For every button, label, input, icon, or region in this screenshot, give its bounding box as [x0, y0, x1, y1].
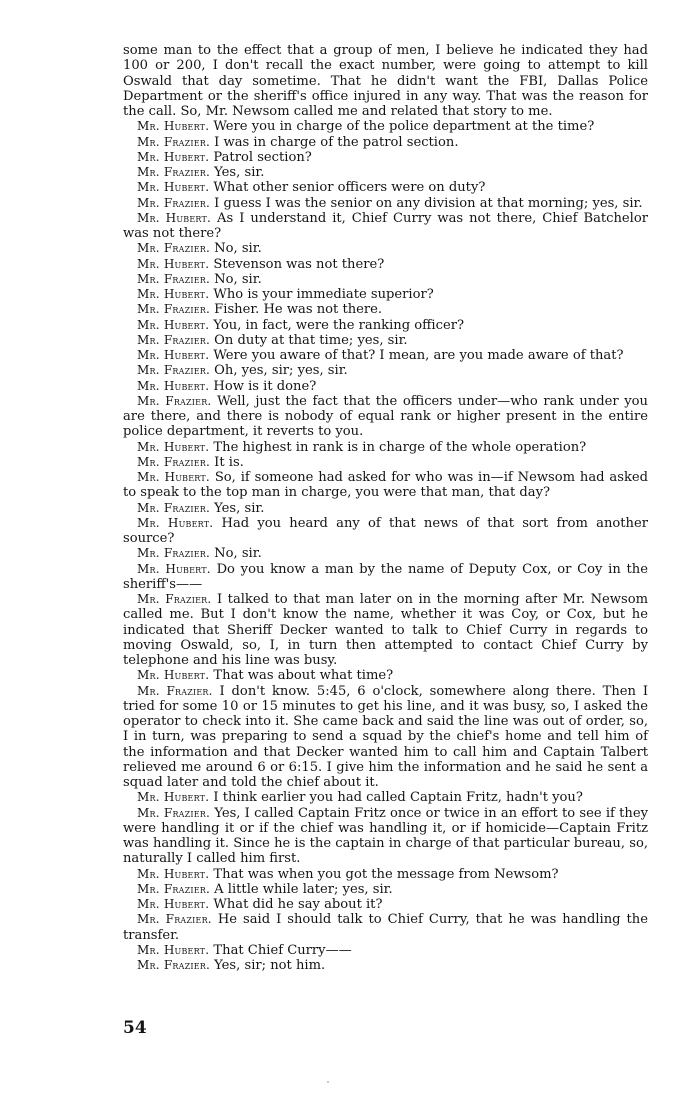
speech-text: That was when you got the message from Newsom?	[213, 866, 559, 882]
testimony-line	[123, 165, 648, 180]
testimony-line	[123, 958, 648, 973]
testimony-line	[123, 790, 648, 805]
testimony-line	[123, 470, 648, 501]
opening-paragraph: some man to the effect that a group of men, I believe he indicated they had 100 or 200, I don't recall the exact number, were going to attempt to kill Oswald that day sometime. That he didn't want the FBI, Dallas Police Department or the sheriff's office injured in any way. That was the reason for the call. So, Mr. Newsom called me and related that story to me.	[123, 43, 648, 119]
speech-text: Were you in charge of the police department at the time?	[213, 119, 595, 135]
speech-text: Stevenson was not there?	[213, 256, 385, 272]
testimony-line	[123, 668, 648, 683]
speech-text: The highest in rank is in charge of the whole operation?	[213, 439, 587, 455]
testimony-line	[123, 882, 648, 897]
speech-text: I talked to that man later on in the morning after Mr. Newsom called me. But I don't know the name, whether it was Coy, or Cox, but he indicated that Sheriff Decker wanted to talk to Chief Curry in regards to moving Oswald, so, I, in turn then attempted to contact Chief Curry by telephone and his line was busy.	[123, 592, 648, 668]
speaker-label: Mr. Frazier.	[137, 500, 210, 515]
speaker-label: Mr. Hubert.	[137, 119, 210, 134]
speech-text: Who is your immediate superior?	[213, 287, 434, 302]
speaker-label: Mr. Hubert.	[137, 515, 214, 530]
testimony-line	[123, 394, 648, 440]
speaker-label: Mr. Frazier.	[137, 241, 210, 256]
speaker-label: Mr. Frazier.	[137, 546, 210, 561]
testimony-line	[123, 455, 648, 470]
speaker-label: Mr. Hubert.	[137, 790, 210, 805]
speaker-label: Mr. Frazier.	[137, 393, 212, 408]
speech-text: I don't know. 5:45, 6 o'clock, somewhere along there. Then I tried for some 10 or 15 minutes to get his line, and it was busy, so, I asked the operator to check into it. She came back and said the line was out of order, so, I in turn, was preparing to send a squad by the chief's home and tell him of the information and that Decker wanted him to call him and Captain Talbert relieved me around 6 or 6:15. I give him the information and he said he sent a squad later and told the chief about it.	[123, 683, 648, 790]
speaker-label: Mr. Hubert.	[137, 210, 212, 225]
testimony-line	[123, 241, 648, 256]
speech-text: How is it done?	[213, 378, 317, 394]
testimony-line	[123, 272, 648, 287]
speech-text: It is.	[214, 454, 244, 470]
testimony-line	[123, 119, 648, 134]
speaker-label: Mr. Frazier.	[137, 881, 210, 896]
speaker-label: Mr. Frazier.	[137, 683, 213, 698]
testimony-line	[123, 379, 648, 394]
page-number: 54	[123, 1018, 147, 1038]
speech-text: Yes, sir.	[214, 165, 265, 180]
speech-text: Yes, sir.	[214, 500, 265, 516]
testimony-line	[123, 180, 648, 195]
speech-text: As I understand it, Chief Curry was not there, Chief Batchelor was not there?	[123, 210, 648, 241]
testimony-lines	[123, 119, 648, 973]
speech-text: No, sir.	[214, 546, 262, 562]
testimony-line	[123, 211, 648, 242]
speech-text: You, in fact, were the ranking officer?	[213, 317, 464, 333]
testimony-line	[123, 592, 648, 668]
speaker-label: Mr. Hubert.	[137, 317, 210, 332]
speaker-label: Mr. Frazier.	[137, 805, 211, 820]
speaker-label: Mr. Frazier.	[137, 165, 210, 179]
speaker-label: Mr. Frazier.	[137, 363, 210, 378]
speaker-label: Mr. Hubert.	[137, 149, 210, 164]
speaker-label: Mr. Hubert.	[137, 942, 210, 957]
testimony-line	[123, 516, 648, 547]
testimony-line	[123, 501, 648, 516]
transcript-body	[123, 43, 648, 973]
testimony-line	[123, 867, 648, 882]
speech-text: On duty at that time; yes, sir.	[214, 332, 408, 348]
scan-speck	[327, 1081, 329, 1083]
speaker-label: Mr. Frazier.	[137, 592, 212, 606]
speech-text: Oh, yes, sir; yes, sir.	[214, 363, 348, 379]
speaker-label: Mr. Hubert.	[137, 348, 210, 362]
testimony-line	[123, 196, 648, 211]
speaker-label: Mr. Hubert.	[137, 378, 210, 393]
speech-text: What other senior officers were on duty?	[213, 180, 486, 196]
testimony-line	[123, 318, 648, 333]
testimony-line	[123, 333, 648, 348]
speech-text: Yes, I called Captain Fritz once or twice in an effort to see if they were handling it or if the chief was handling it, or if homicide—Captain Fritz was handling it. Since he is the captain in charge of that particular bureau, so, naturally I called him first.	[123, 805, 648, 867]
speech-text: Yes, sir; not him.	[214, 958, 326, 973]
speech-text: Were you aware of that? I mean, are you made aware of that?	[213, 348, 624, 363]
speaker-label: Mr. Hubert.	[137, 180, 210, 195]
speech-text: So, if someone had asked for who was in—if Newsom had asked to speak to the top man in charge, you were that man, that day?	[123, 470, 649, 501]
testimony-line	[123, 150, 648, 165]
speech-text: Fisher. He was not there.	[214, 302, 383, 318]
speaker-label: Mr. Hubert.	[137, 256, 210, 271]
testimony-line	[123, 684, 648, 791]
speaker-label: Mr. Hubert.	[137, 561, 211, 576]
speech-text: I think earlier you had called Captain Fritz, hadn't you?	[213, 790, 583, 806]
testimony-line	[123, 806, 648, 867]
testimony-line	[123, 943, 648, 958]
speech-text: I was in charge of the patrol section.	[214, 134, 459, 150]
speaker-label: Mr. Frazier.	[137, 912, 212, 927]
speech-text: He said I should talk to Chief Curry, that he was handling the transfer.	[123, 912, 648, 943]
speaker-label: Mr. Hubert.	[137, 470, 210, 484]
speaker-label: Mr. Frazier.	[137, 454, 210, 469]
speech-text: I guess I was the senior on any division at that morning; yes, sir.	[214, 195, 643, 211]
speech-text: What did he say about it?	[213, 897, 383, 912]
speaker-label: Mr. Frazier.	[137, 271, 210, 286]
testimony-line	[123, 440, 648, 455]
speech-text: Patrol section?	[213, 149, 312, 165]
testimony-line	[123, 912, 648, 943]
speaker-label: Mr. Hubert.	[137, 439, 210, 454]
speech-text: Do you know a man by the name of Deputy Cox, or Coy in the sheriff's——	[123, 561, 648, 592]
speaker-label: Mr. Frazier.	[137, 134, 210, 149]
testimony-line	[123, 363, 648, 378]
speaker-label: Mr. Hubert.	[137, 866, 210, 881]
speech-text: A little while later; yes, sir.	[214, 881, 393, 897]
speech-text: That Chief Curry——	[213, 942, 352, 958]
speaker-label: Mr. Frazier.	[137, 958, 210, 972]
speech-text: No, sir.	[214, 271, 262, 287]
speaker-label: Mr. Frazier.	[137, 332, 210, 347]
testimony-line	[123, 546, 648, 561]
speaker-label: Mr. Hubert.	[137, 897, 210, 911]
testimony-line	[123, 897, 648, 912]
speech-text: Well, just the fact that the officers under—who rank under you are there, and there is nobody of equal rank or higher present in the entire police department, it reverts to you.	[123, 393, 648, 440]
speech-text: That was about what time?	[213, 668, 394, 684]
testimony-line	[123, 562, 648, 593]
speech-text: Had you heard any of that news of that sort from another source?	[123, 515, 648, 546]
testimony-line	[123, 302, 648, 317]
testimony-line	[123, 257, 648, 272]
speaker-label: Mr. Frazier.	[137, 302, 210, 317]
speaker-label: Mr. Hubert.	[137, 668, 210, 683]
testimony-line	[123, 135, 648, 150]
speaker-label: Mr. Frazier.	[137, 195, 210, 210]
speech-text: No, sir.	[214, 241, 262, 257]
testimony-line	[123, 287, 648, 302]
testimony-line	[123, 348, 648, 363]
speaker-label: Mr. Hubert.	[137, 287, 210, 301]
